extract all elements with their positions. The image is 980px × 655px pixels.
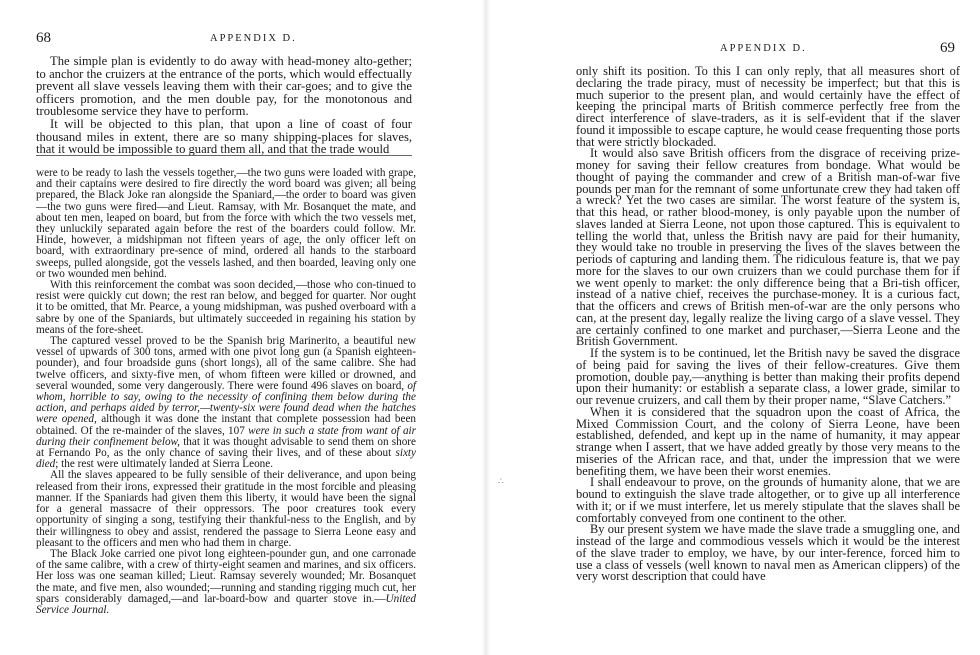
right-paragraph-4: When it is considered that the squadron upon the coast of Africa, the Mixed Commission Court, and the colony of Sierra Leone, have been established, defended, and kept up in the name of humanity, it may appear strange when I assert, that we have added greatly by those very means to the miseries of the African race, and that, under the impression that we were benefiting them, we have been their worst enemies.: [576, 404, 960, 478]
left-paragraph-1: The simple plan is evidently to do away with head-money alto-gether; to anchor the cruizers at the entrance of the ports, which would effectually prevent all slave vessels leaving them with their car-goes; and to give the officers promotion, and the men double pay, for the monotonous and troublesome service they have to perform.: [36, 54, 412, 119]
footnote-paragraph-5: [36, 549, 416, 616]
running-head-right: APPENDIX D.: [720, 43, 807, 54]
footnote-p3-italic-f: sixty died: [36, 447, 417, 471]
footnote-p3-italic-b: of whom, horrible to say, owing to the necessity of confining them below during the action, and perhaps aided by terror,—twenty-six were found dead when the hatches were opened,: [36, 379, 417, 426]
right-main-text: [576, 66, 960, 583]
footnote-p3-italic-d: were in such a state from want of air during their confinement below,: [36, 424, 416, 448]
running-head-left: APPENDIX D.: [210, 33, 297, 44]
footnote-source: United Service Journal.: [36, 592, 416, 616]
right-paragraph-3: If the system is to be continued, let the British navy be saved the disgrace of being paid for saving the lives of their fellow-creatures. Give them promotion, double pay,—anything is better than making their profits depend upon their humanity: or establish a separate class, a lower grade, similar to our revenue cruizers, and call them by their proper name, “Slave Catchers.”: [576, 346, 960, 407]
book-gutter: [482, 0, 490, 655]
right-paragraph-1: only shift its position. To this I can only reply, that all measures short of declaring the trade piracy, must of necessity be imperfect; but that this is much superior to the present plan, and would certainly have the effect of keeping the principal marts of British commerce perfectly free from the direct interference of slave-traders, as it is self-evident that if the slaver found it impossible to escape capture, he would cease frequenting those ports that were strictly blockaded.: [576, 64, 960, 149]
right-paragraph-5: I shall endeavour to prove, on the grounds of humanity alone, that we are bound to extinguish the slave trade altogether, or to give up all interference with it; or if we must interfere, let us merely stipulate that the slaves shall be comfortably conveyed from one continent to the other.: [576, 475, 960, 525]
footnote-p3-text-c: although it was done the instant that complete possession had been obtained. Of the re-mainder of the slaves, 107: [36, 413, 416, 437]
footnote-paragraph-2: With this reinforcement the combat was soon decided,—those who con-tinued to resist were quickly cut down; the rest ran below, and begged for quarter. Nor ought it to be omitted, that Mr. Pearce, a young midshipman, was pushed overboard with a sabre by one of the Spaniards, but ultimately succeeded in regaining his station by means of the fore-sheet.: [36, 279, 416, 336]
left-paragraph-2: It will be objected to this plan, that upon a line of coast of four thousand miles in extent, there are so many shipping-places for slaves, that it would be impossible to guard them all, and that the trade would: [36, 116, 412, 157]
page-number-right: 69: [940, 40, 955, 56]
footnote-p3-text-g: ; the rest were ultimately landed at Sierra Leone.: [55, 458, 274, 471]
footnote-paragraph-4: All the slaves appeared to be fully sensible of their deliverance, and upon being released from their irons, expressed their gratitude in the most forcible and pleasing manner. If the Spaniards had given them this liberty, it would have been the signal for a general massacre of their oppressors. The poor creatures took every opportunity of singing a song, testifying their thankful-ness to the English, and by their willingness to obey and assist, rendered the passage to Sierra Leone easy and pleasant to the officers and men who had them in charge.: [36, 469, 416, 549]
footnote-p3-text-a: The captured vessel proved to be the Spanish brig Marinerito, a beautiful new vessel of upwards of 300 tons, armed with one pivot long gun (a Spanish eighteen-pounder), and four broadside guns (short longs), all of the same calibre. She had twelve officers, and sixty-five men, of whom fifteen were killed or drowned, and several wounded, some very dangerously. There were found 496 slaves on board,: [36, 335, 416, 392]
footnote-p3-text-e: that it was thought advisable to send them on shore at Fernando Po, as the only chance of saving their lives, and of these about: [36, 435, 416, 460]
footnote: [36, 168, 416, 616]
gutter-mark: ∴: [498, 476, 504, 486]
footnote-p5-text-a: The Black Joke carried one pivot long eighteen-pounder gun, and one carronade of the same calibre, with a crew of thirty-eight seamen and marines, and six officers. Her loss was one seaman killed; Lieut. Ramsay severely wounded; Mr. Bosanquet the mate, and five men, also wounded;—running and standing rigging much cut, her spars considerably damaged,—and lar-board-bow and quarter stove in.—: [36, 547, 416, 605]
left-main-text: [36, 55, 412, 156]
page-number-left: 68: [36, 30, 51, 46]
footnote-paragraph-3: [36, 336, 416, 470]
left-page: [0, 0, 480, 655]
right-paragraph-2: It would also save British officers from the disgrace of receiving prize-money for saving their fellow creatures from bondage. What would be thought of paying the commander and crew of a British man-of-war five pounds per man for the remnant of some unfortunate crew they had taken off a wreck? Yet the two cases are similar. The worst feature of the system is, that this head, or rather blood-money, is only payable upon the number of slaves landed at Sierra Leone, not upon those captured. This is equivalent to telling the world that, unless the British navy are paid for their humanity, they would take no trouble in preserving the lives of the slaves between the periods of capturing and landing them. The ridiculous feature is, that we pay more for the slaves to our own cruizers than we could purchase them for if we went openly to market: the only difference being that a Bri-tish officer, instead of a native chief, receives the purchase-money. It is a curious fact, that the officers and crews of British men-of-war are the only persons who can, at the present day, legally realize the living cargo of a slave vessel. They are certainly confined to one market and purchaser,—Sierra Leone and the British Government.: [576, 146, 960, 349]
footnote-paragraph-1: were to be ready to lash the vessels together,—the two guns were loaded with grape, and their captains were desired to fire directly the word board was given; all being prepared, the Black Joke ran alongside the Spaniard,—the order to board was given—the two guns were fired—and Lieut. Ramsay, with Mr. Bosanquet the mate, and about ten men, leaped on board, but from the force with which the two vessels met, they unluckily separated again before the rest of the boarders could follow. Mr. Hinde, however, a midshipman not fifteen years of age, the only officer left on board, with extraordinary pre-sence of mind, ordered all hands to the starboard sweeps, pulled alongside, got the vessels lashed, and then boarded, leaving only one or two wounded men behind.: [36, 167, 416, 280]
footnote-rule: [36, 155, 412, 156]
right-page: [490, 0, 980, 655]
right-paragraph-6: By our present system we have made the slave trade a smuggling one, and instead of the large and commodious vessels which it would be the interest of the slave trader to employ, we have, by our inter-ference, forced him to use a class of vessels (well known to naval men as American clippers) of the very worst description that could have: [576, 522, 960, 584]
